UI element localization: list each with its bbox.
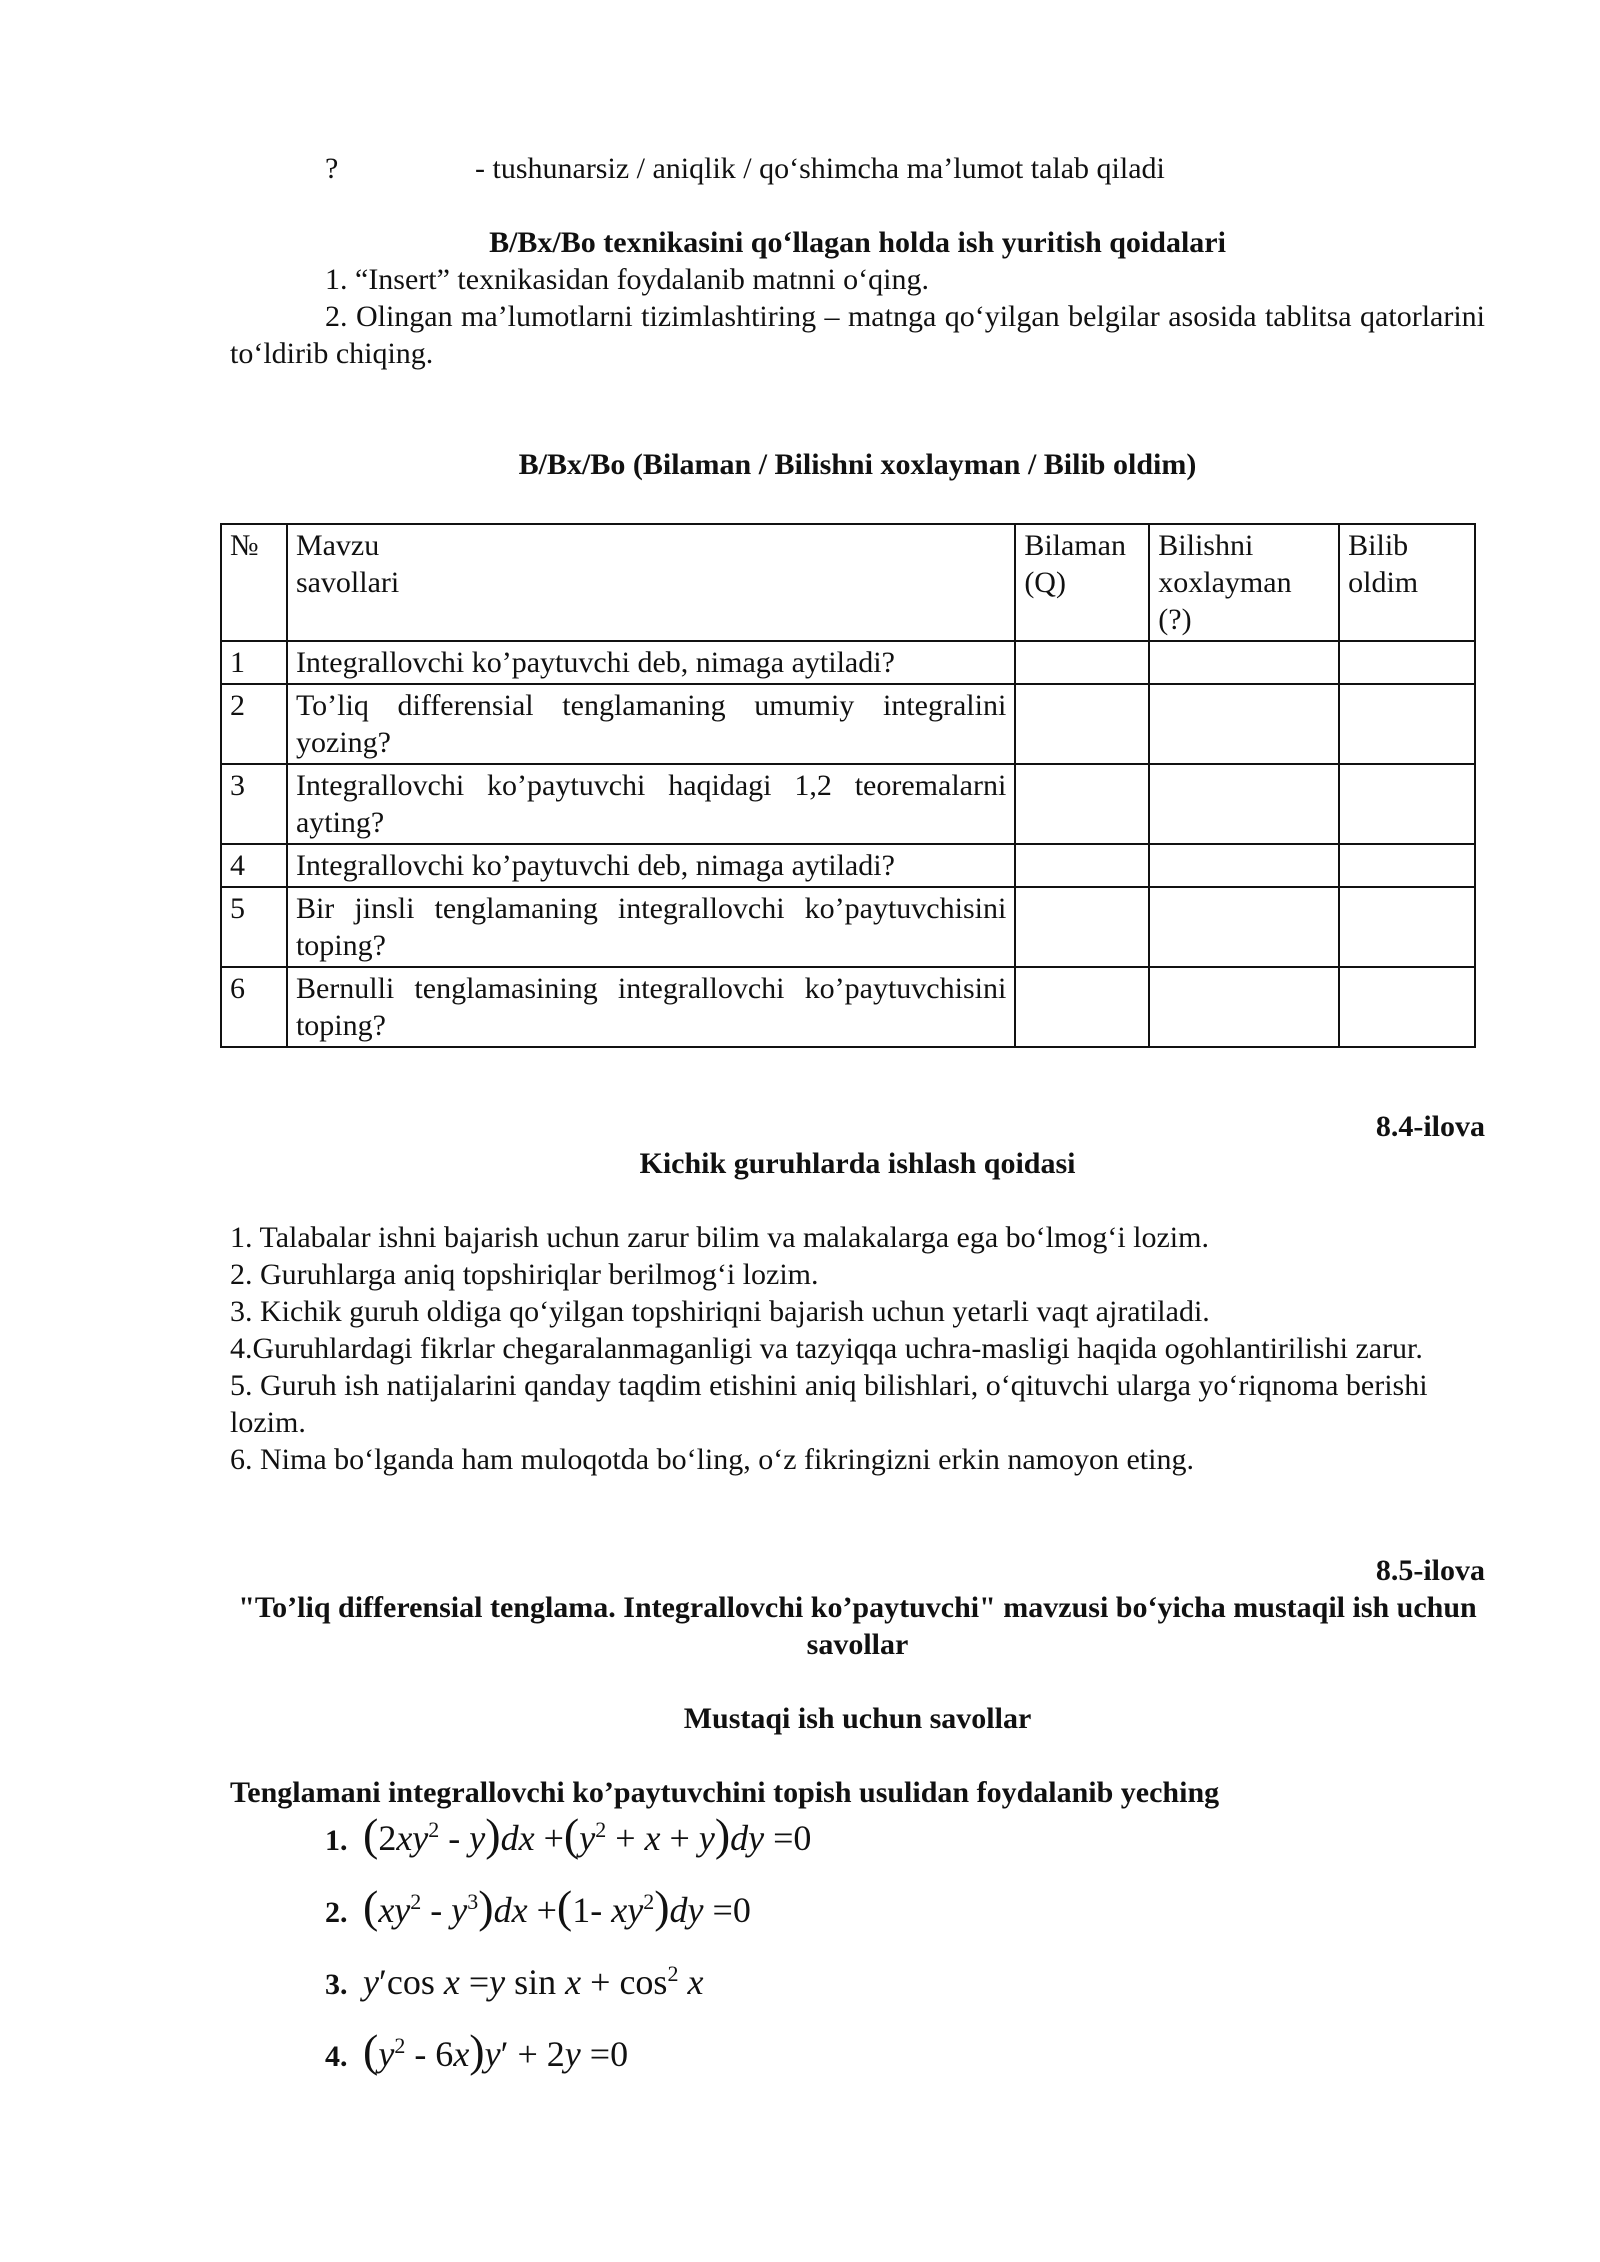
rules-item-1: 1. “Insert” texnikasidan foydalanib matnni o‘qing. [325, 263, 929, 296]
row-learned-cell[interactable] [1339, 887, 1475, 967]
row-know-cell[interactable] [1015, 967, 1149, 1047]
group-work-section [230, 1108, 1485, 1478]
rules-title: B/Bx/Bo texnikasini qo‘llagan holda ish yuritish qoidalari [489, 226, 1226, 259]
table-row [221, 641, 1475, 684]
row-learned-cell[interactable] [1339, 967, 1475, 1047]
table-row [221, 844, 1475, 887]
equation-3 [325, 1955, 1485, 2027]
list-item: 3. Kichik guruh oldiga qo‘yilgan topshiriqni bajarish uchun yetarli vaqt ajratiladi. [230, 1295, 1210, 1328]
equation-formula: $(2xy^2 - y)dx +(y^2 + x + y)dy =0$ [363, 1809, 812, 1860]
table-row [221, 887, 1475, 967]
equation-formula: $(y^2 - 6x)y' + 2y =0$ [363, 2025, 629, 2076]
self-study-subtitle: Mustaqi ish uchun savollar [683, 1702, 1032, 1735]
row-want-cell[interactable] [1149, 764, 1339, 844]
equation-formula: $(xy^2 - y^3)dx +(1-$ $xy^2)dy =0$ [363, 1881, 751, 1932]
row-know-cell[interactable] [1015, 887, 1149, 967]
header-topic-line2: savollari [295, 566, 400, 599]
equation-number: 4. [325, 2040, 348, 2073]
row-question: Integrallovchi ko’paytuvchi deb, nimaga aytiladi? [287, 844, 1015, 887]
row-want-cell[interactable] [1149, 844, 1339, 887]
row-know-cell[interactable] [1015, 684, 1149, 764]
header-want-line1: Bilishni [1158, 529, 1254, 562]
row-num: 5 [221, 887, 287, 967]
self-study-section [230, 1552, 1485, 2099]
equation-number: 1. [325, 1824, 348, 1857]
document-page [230, 150, 1485, 483]
row-know-cell[interactable] [1015, 641, 1149, 684]
equation-number: 3. [325, 1968, 348, 2001]
row-know-cell[interactable] [1015, 764, 1149, 844]
header-num: № [221, 524, 287, 641]
group-work-title: Kichik guruhlarda ishlash qoidasi [639, 1147, 1076, 1180]
row-question: To’liq differensial tenglamaning umumiy integralini yozing? [287, 684, 1015, 764]
header-know-line1: Bilaman [1024, 529, 1126, 562]
equation-4 [325, 2027, 1485, 2099]
header-topic [287, 524, 1015, 641]
legend-line [325, 150, 1485, 187]
table-row [221, 684, 1475, 764]
self-study-task: Tenglamani integrallovchi ko’paytuvchini topish usulidan foydalanib yeching [230, 1776, 1220, 1809]
list-item: 5. Guruh ish natijalarini qanday taqdim etishini aniq bilishlari, o‘qituvchi ularga yo‘riqnoma berishi lozim. [230, 1369, 1428, 1439]
header-want-line2: xoxlayman [1158, 566, 1292, 599]
table-row [221, 967, 1475, 1047]
row-learned-cell[interactable] [1339, 641, 1475, 684]
row-question: Integrallovchi ko’paytuvchi haqidagi 1,2 teoremalarni ayting? [287, 764, 1015, 844]
equation-list [230, 1811, 1485, 2099]
appendix-8-4: 8.4-ilova [1375, 1110, 1485, 1143]
row-num: 6 [221, 967, 287, 1047]
row-learned-cell[interactable] [1339, 684, 1475, 764]
list-item: 2. Guruhlarga aniq topshiriqlar berilmog‘i lozim. [230, 1258, 819, 1291]
appendix-8-5: 8.5-ilova [1375, 1554, 1485, 1587]
list-item: 6. Nima bo‘lganda ham muloqotda bo‘ling, o‘z fikringizni erkin namoyon eting. [230, 1443, 1194, 1476]
bbx-table [220, 523, 1476, 1048]
table-header-row [221, 524, 1475, 641]
row-question: Integrallovchi ko’paytuvchi deb, nimaga aytiladi? [287, 641, 1015, 684]
row-num: 3 [221, 764, 287, 844]
list-item: 4.Guruhlardagi fikrlar chegaralanmaganligi va tazyiqqa uchra-masligi haqida ogohlantirilishi zarur. [230, 1332, 1423, 1365]
row-want-cell[interactable] [1149, 887, 1339, 967]
rules-item-2: 2. Olingan ma’lumotlarni tizimlashtiring – matnga qo‘yilgan belgilar asosida tablitsa qatorlarini to‘ldirib chiqing. [230, 300, 1485, 370]
equation-number: 2. [325, 1896, 348, 1929]
table-row [221, 764, 1475, 844]
header-learned-line1: Bilib [1348, 529, 1409, 562]
equation-2 [325, 1883, 1485, 1955]
row-num: 4 [221, 844, 287, 887]
header-learned-line2: oldim [1348, 566, 1419, 599]
row-learned-cell[interactable] [1339, 764, 1475, 844]
legend-symbol: ? [325, 152, 339, 185]
row-know-cell[interactable] [1015, 844, 1149, 887]
header-learned [1339, 524, 1475, 641]
row-num: 2 [221, 684, 287, 764]
row-want-cell[interactable] [1149, 641, 1339, 684]
header-know [1015, 524, 1149, 641]
row-want-cell[interactable] [1149, 967, 1339, 1047]
row-want-cell[interactable] [1149, 684, 1339, 764]
equation-formula: y′cos x =y $\sin x + \cos^2 x$ [363, 1961, 704, 2002]
legend-text: - tushunarsiz / aniqlik / qo‘shimcha ma’lumot talab qiladi [475, 152, 1165, 185]
row-learned-cell[interactable] [1339, 844, 1475, 887]
list-item: 1. Talabalar ishni bajarish uchun zarur bilim va malakalarga ega bo‘lmog‘i lozim. [230, 1221, 1209, 1254]
header-know-line2: (Q) [1024, 566, 1066, 599]
header-want [1149, 524, 1339, 641]
equation-1 [325, 1811, 1485, 1883]
header-want-line3: (?) [1158, 603, 1192, 636]
row-question: Bir jinsli tenglamaning integrallovchi ko’paytuvchisini toping? [287, 887, 1015, 967]
group-work-list [230, 1219, 1428, 1478]
header-topic-line1: Mavzu [295, 529, 380, 562]
table-title: B/Bx/Bo (Bilaman / Bilishni xoxlayman / Bilib oldim) [518, 448, 1197, 481]
row-question: Bernulli tenglamasining integrallovchi ko’paytuvchisini toping? [287, 967, 1015, 1047]
self-study-title: "To’liq differensial tenglama. Integrallovchi ko’paytuvchi" mavzusi bo‘yicha mustaqil ish uchun savollar [238, 1591, 1477, 1661]
row-num: 1 [221, 641, 287, 684]
